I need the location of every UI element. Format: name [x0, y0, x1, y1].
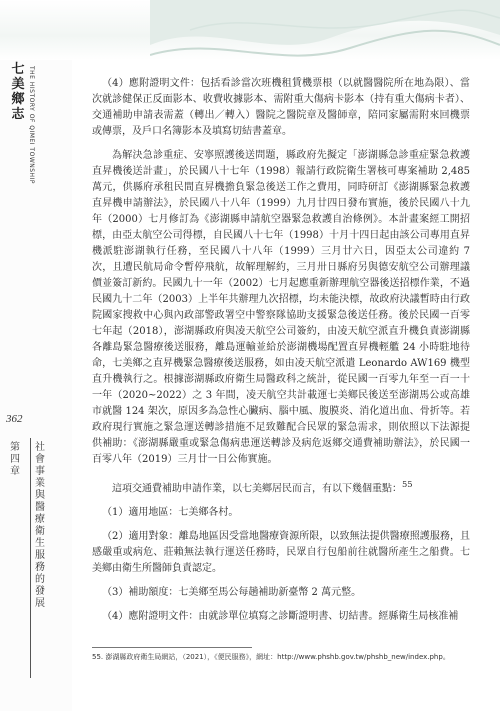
list-item: （1）適用地區：七美鄉各村。	[102, 507, 239, 519]
paragraph-documents: （4）應附證明文件：包括看診當次班機租賃機票根（以就醫醫院所在地為限）、當次就診健保正反面影本、收費收據影本、需附重大傷病卡影本（持有重大傷病卡者）、交通補助申請表需蓋（轉出／轉入）醫院之醫院章及醫師章，陪同家屬需附來回機票或傳票，及戶口名簿影本及填寫切結書蓋章。	[92, 78, 470, 137]
brand-title: 七美鄉志	[11, 62, 25, 122]
list-item: （2）適用對象：離島地區因受當地醫療資源所限，以致無法提供醫療照護服務，且感嚴重或病危、莊賴無法執行運送任務時，民眾自行包船前往就醫所產生之船費。七美鄉由衛生所醫師負責認定。	[92, 531, 470, 575]
footnote-ref: 55	[402, 479, 413, 489]
paragraph-helicopter: 為解決急診重症、安寧照護後送問題，縣政府先擬定「澎湖縣急診重症緊急救護直昇機後送計畫」，於民國八十七年（1998）報請行政院衛生署核可專案補助 2,485 萬元，供縣府承租民間直昇機擔負緊急後送工作之費用，同時研訂《澎湖縣緊急救護直昇機申請辦法》，於民國八十八年（1999）九月廿四日發布實施，後於民國八十九年（2000）七月修訂為《澎湖縣申請航空器緊急救護自治條例》。本計畫案經工開招標，由亞太航空公司得標，自民國八十七年（1998）十月十四日起由該公司專用直昇機派駐澎湖執行任務，至民國八十八年（1999）三月廿六日，因亞太公司違約 7 次，且遭民航局命令暫停飛航，故解理解約，三月卅日縣府另與德安航空公司辦理議價並簽訂新約。民國九十一年（2002）七月起應重新辦理航空器後送招標作業，不過民國九十二年（2003）上半年共辦理九次招標，均未能決標，故政府決議暫時由行政院國家搜救中心與內政部警政署空中警察隊協助支援緊急後送任務。後於民國一百零七年起（2018），澎湖縣政府與凌天航空公司簽約，由凌天航空派直升機負責澎湖縣各離島緊急醫療後送服務，離島運輸並給於澎湖機場配置直昇機輕艦 24 小時駐地待命，七美鄉之直昇機緊急醫療後送服務，如由凌天航空派遣 Leonardo AW169 機型直升機執行之。根據澎湖縣政府衛生局醫政科之統計，從民國一百零九年至一百一十一年（2020~2022）之 3 年間，凌天航空共計載運七美鄉民後送至澎湖馬公或高雄市就醫 124 架次，原因多為急性心臟病、腦中風、腹膜炎、消化道出血、骨折等。若政府現行實施之緊急運送轉診措施不足致難配合民眾的緊急需求，則依照以下法源提供補助：《澎湖縣嚴重或緊急傷病患運送轉診及病危返鄉交通費補助辦法》，於民國一百零八年（2019）三月廿一日公佈實施。	[92, 150, 470, 465]
paragraph-subsidy-intro	[92, 476, 470, 497]
footnote-divider	[92, 647, 252, 648]
brand-subtitle: THE HISTORY OF QIMEI TOWNSHIP	[28, 66, 35, 184]
main-content	[92, 76, 470, 633]
sidebar	[0, 60, 72, 711]
page-number: 362	[6, 413, 23, 425]
list-item: （4）應附證明文件：由就診單位填寫之診斷證明書、切結書。經縣衛生局核准補	[102, 611, 459, 623]
list-item: （3）補助額度：七美鄉至馬公每趟補助新臺幣 2 萬元整。	[102, 587, 362, 599]
footnote: 55. 澎湖縣政府衛生局網站，（2021），《便民服務》，網址：http://www.phshb.gov.tw/phshb_new/index.php。	[92, 653, 450, 661]
subsidy-intro-text: 這項交通費補助申請作業，以七美鄉居民而言，有以下幾個重點：	[112, 483, 402, 495]
chapter-number: 第四章	[10, 442, 20, 477]
chapter-title: 社會事業與醫療衛生服務的發展	[35, 442, 45, 609]
decorative-wave	[150, 0, 500, 70]
chapter-divider	[30, 438, 31, 678]
